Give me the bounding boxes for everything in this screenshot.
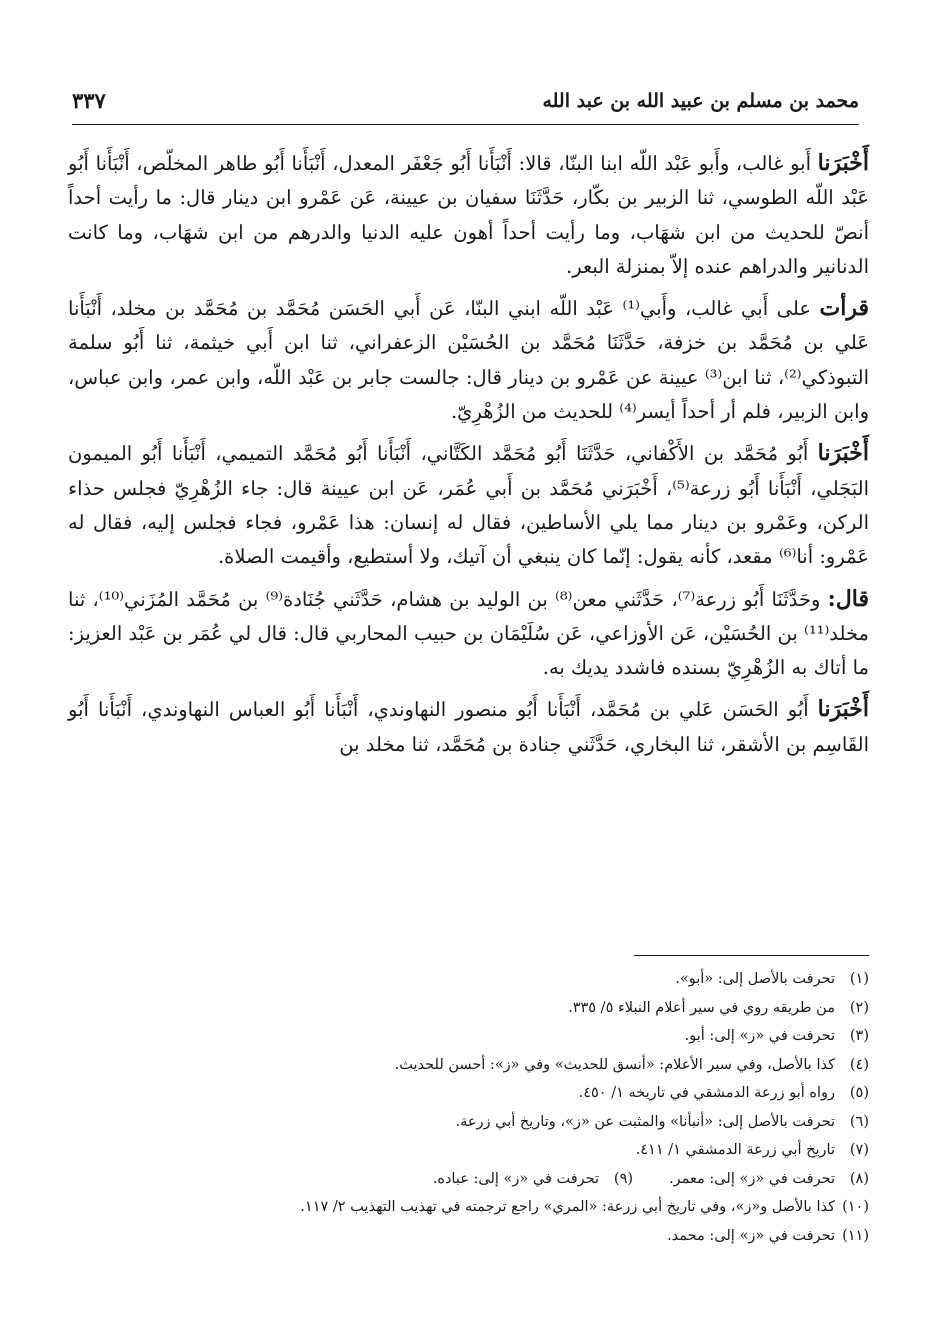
footnote-text: تاريخ أبي زرعة الدمشقي ١/ ٤١١. xyxy=(635,1142,835,1158)
footnotes xyxy=(68,965,869,1250)
footnote-number: (٩) xyxy=(613,1170,634,1187)
footnote xyxy=(433,1165,633,1194)
footnote xyxy=(669,1165,869,1194)
footnote-pair xyxy=(68,1165,869,1194)
paragraph-text: أَبُو مُحَمَّد بن الأَكْفاني، حَدَّثَنَا أَبُو مُحَمَّد الكَتَّاني، أَنْبَأَنا أَبُو مُحَمَّد التميمي، أَنْبَأَنا أَبُو الميمون البَجَلي، أَنْبَأَنا أَبُو زرعة⁽⁵⁾، أَخْبَرَني مُحَمَّد بن أَبي عُمَر، عَن ابن عيينة قال: جاء الزُهْرِيّ فجلس حذاء الركن، وعَمْرو بن دينار مما يلي الأساطين، فقال له إنسان: هذا عَمْرو، فجاء فجلس إليه، فقال له عَمْرو: أنا⁽⁶⁾ مقعد، كأنه يقول: إنّما كان ينبغي أن آتيك، ولا أستطيع، وأقيمت الصلاة. xyxy=(68,442,869,569)
main-text xyxy=(68,146,869,762)
footnote-number: (٥) xyxy=(849,1085,869,1101)
footnote xyxy=(68,994,869,1023)
paragraph-lead: أَخْبَرَنا xyxy=(817,440,869,467)
page-header xyxy=(72,86,859,120)
footnote-number: (٣) xyxy=(849,1028,869,1044)
footnote xyxy=(68,1222,869,1251)
footnote-number: (٧) xyxy=(849,1142,869,1158)
footnote xyxy=(68,1051,869,1080)
footnote xyxy=(68,1022,869,1051)
footnote xyxy=(68,1136,869,1165)
paragraph-text: أَبو غالب، وأَبو عَبْد اللّه ابنا البنّا، قالا: أَنْبَأَنا أَبُو جَعْفَر المعدل، أَنْبَأَنا أَبُو طاهر المخلّص، أَنْبَأَنا أَبُو عَبْد اللّه الطوسي، ثنا الزبير بن بكّار، حَدَّثَنَا سفيان بن عيينة، عَن عَمْرو ابن دينار قال: ما رأيت أحداً أنصّ للحديث من ابن شهَاب، وما رأيت أحداً أهون عليه الدنيا والدرهم من ابن شهَاب، وما كانت الدنانير والدراهم عنده إلاّ بمنزلة البعر. xyxy=(68,152,869,278)
paragraph xyxy=(68,436,869,574)
footnote-text: تحرفت في «ز» إلى: أبو. xyxy=(684,1028,835,1044)
footnote xyxy=(68,1193,869,1222)
running-title: محمد بن مسلم بن عبيد الله بن عبد الله xyxy=(542,90,859,112)
footnote-text: من طريقه روي في سير أعلام النبلاء ٥/ ٣٣٥. xyxy=(568,999,835,1016)
page-number: ٣٣٧ xyxy=(72,88,106,113)
header-rule xyxy=(72,124,859,125)
paragraph-lead: قال: xyxy=(827,585,869,612)
footnote-number: (٤) xyxy=(849,1056,869,1073)
paragraph-lead: أَخْبَرَنا xyxy=(817,150,869,176)
footnote-number: (١) xyxy=(849,971,869,987)
paragraph-lead: قرأت xyxy=(819,295,869,322)
footnote xyxy=(68,965,869,994)
paragraph xyxy=(68,692,869,762)
footnote-text: كذا بالأصل و«ز»، وفي تاريخ أبي زرعة: «المري» راجع ترجمته في تهذيب التهذيب ٢/ ١١٧. xyxy=(300,1199,835,1215)
footnote xyxy=(68,1108,869,1137)
footnote-text: تحرفت في «ز» إلى: معمر. xyxy=(669,1170,835,1187)
paragraph-lead: أَخْبَرَنا xyxy=(817,696,869,723)
paragraph-text: أَبُو الحَسَن عَلي بن مُحَمَّد، أَنْبَأَنا أَبُو منصور النهاوندي، أَنْبَأَنا أَبُو العباس النهاوندي، أَنْبَأَنا أَبُو القَاسِم بن الأشقر، ثنا البخاري، حَدَّثَني جنادة بن مُحَمَّد، ثنا مخلد بن xyxy=(68,698,869,756)
footnote xyxy=(68,1079,869,1108)
footnote-text: تحرفت في «ز» إلى: محمد. xyxy=(667,1227,835,1244)
footnote-text: تحرفت في «ز» إلى: عباده. xyxy=(432,1170,600,1187)
paragraph xyxy=(68,291,869,429)
paragraph xyxy=(68,582,869,686)
footnote-number: (١١) xyxy=(842,1227,869,1244)
footnote-rule xyxy=(634,955,869,956)
footnote-text: كذا بالأصل، وفي سير الأعلام: «أنسق للحديث» وفي «ز»: أحسن للحديث. xyxy=(394,1056,835,1073)
footnote-number: (٦) xyxy=(849,1113,869,1130)
footnote-text: رواه أبو زرعة الدمشقي في تاريخه ١/ ٤٥٠. xyxy=(578,1085,835,1101)
paragraph-text: وحَدَّثَنَا أَبُو زرعة⁽⁷⁾، حَدَّثَني معن⁽⁸⁾ بن الوليد بن هشام، حَدَّثَني جُنَادة⁽⁹⁾ بن مُحَمَّد المُزَني⁽¹⁰⁾، ثنا مخلد⁽¹¹⁾ بن الحُسَيْن، عَن الأوزاعي، عَن سُلَيْمَان بن حبيب المحاربي قال: قال لي عُمَر بن عَبْد العزيز: ما أتاك به الزُهْرِيّ بسنده فاشدد يديك به. xyxy=(68,587,869,680)
footnote-text: تحرفت بالأصل إلى: «أنبأنا» والمثبت عن «ز»، وتاريخ أبي زرعة. xyxy=(455,1113,835,1130)
paragraph xyxy=(68,146,869,284)
footnote-number: (٢) xyxy=(849,999,869,1016)
footnote-number: (١٠) xyxy=(842,1199,869,1215)
paragraph-text: على أَبي غالب، وأَبي⁽¹⁾ عَبْد اللّه ابني البنّا، عَن أَبي الحَسَن مُحَمَّد بن مُحَمَّد بن مخلد، أَنْبَأَنا عَلي بن مُحَمَّد بن خزفة، حَدَّثَنَا مُحَمَّد بن الحُسَيْن الزعفراني، ثنا ابن أَبي خيثمة، ثنا أَبُو سلمة التبوذكي⁽²⁾، ثنا ابن⁽³⁾ عيينة عن عَمْرو بن دينار قال: جالست جابر بن عَبْد اللّه، وابن عمر، وابن عباس، وابن الزبير، فلم أر أحداً أيسر⁽⁴⁾ للحديث من الزُهْرِيّ. xyxy=(68,297,869,424)
footnote-text: تحرفت بالأصل إلى: «أبو». xyxy=(675,971,835,987)
footnote-number: (٨) xyxy=(849,1170,869,1187)
